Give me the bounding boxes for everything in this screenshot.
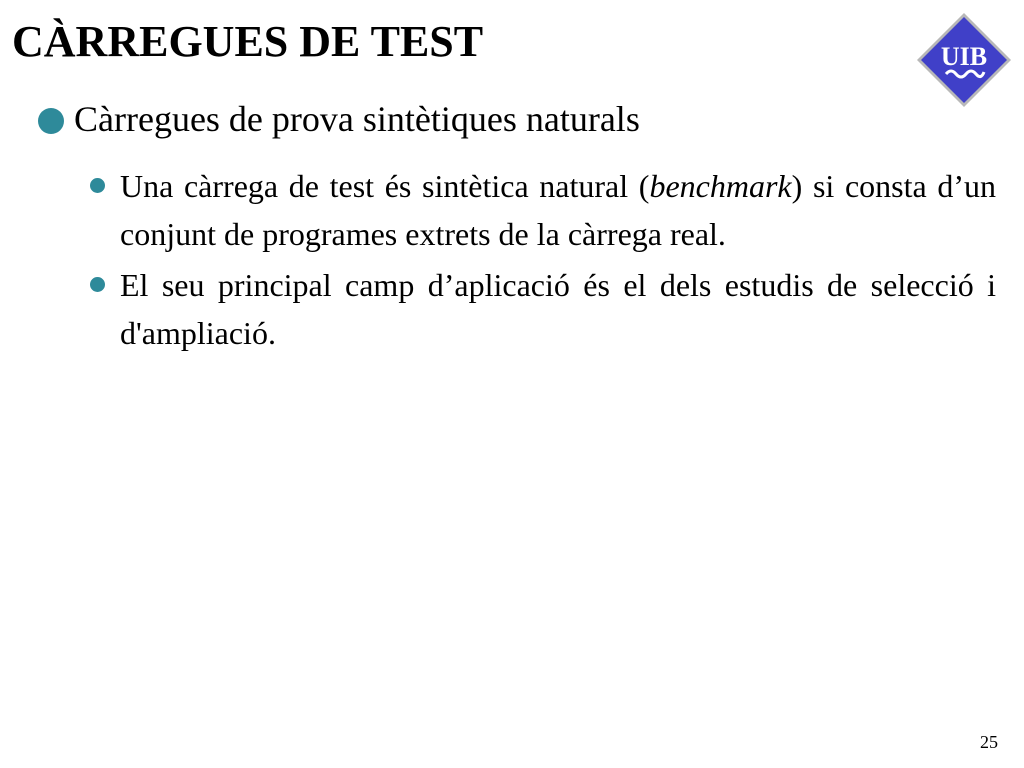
sub-bullet-text: El seu principal camp d’aplicació és el dels estudis de selecció i d'ampliació.	[120, 267, 996, 351]
sub-bullet-text-after: ) si consta d’un conjunt de programes extrets de la càrrega real.	[120, 168, 996, 252]
bullet-level1-text: Càrregues de prova sintètiques naturals	[74, 99, 640, 139]
sub-bullet-item	[90, 261, 996, 357]
bullet-level1	[38, 98, 998, 141]
sub-bullet-list	[90, 162, 996, 360]
slide-title: CÀRREGUES DE TEST	[12, 17, 484, 66]
uib-logo	[916, 12, 1012, 108]
bullet-icon	[90, 178, 105, 193]
sub-bullet-text	[120, 162, 996, 258]
sub-bullet-item	[90, 162, 996, 258]
sub-bullet-text-before: Una càrrega de test és sintètica natural (	[120, 168, 650, 204]
benchmark-emphasis: benchmark	[649, 168, 792, 204]
bullet-icon	[38, 108, 64, 134]
page-number: 25	[980, 732, 998, 752]
bullet-icon	[90, 277, 105, 292]
logo-text: UIB	[940, 42, 988, 71]
